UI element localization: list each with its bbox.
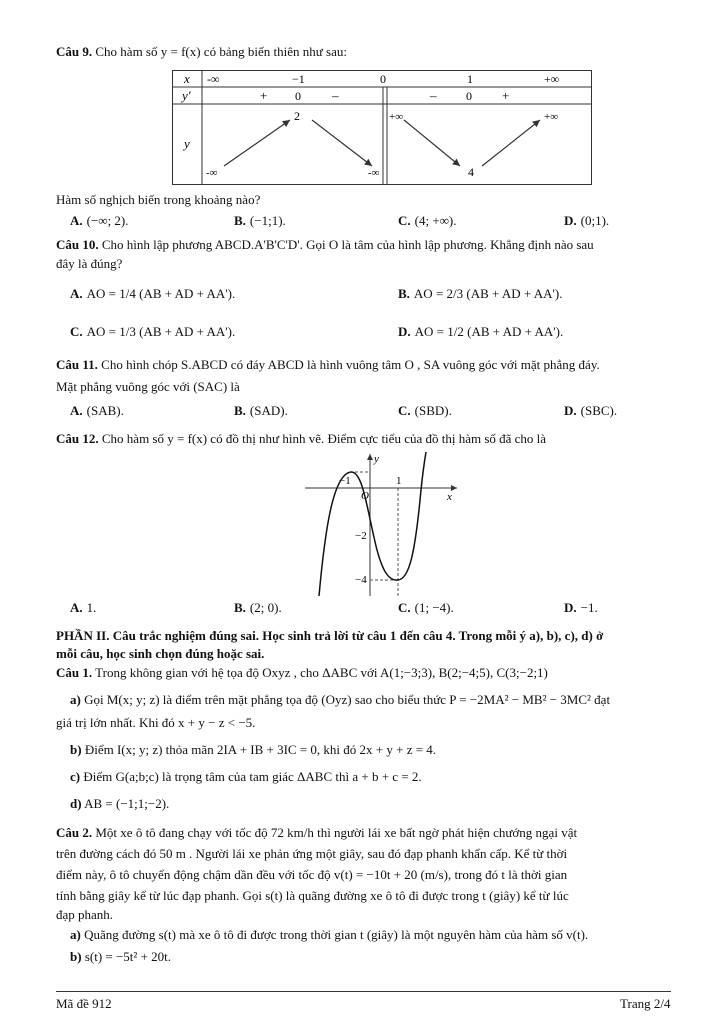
vt-arrow-4 — [482, 120, 540, 166]
p2q1-number: Câu 1. — [56, 665, 93, 680]
q11-stem — [56, 357, 600, 373]
p2q2-line-4: tính bằng giây kể từ lúc đạp phanh. Gọi s(t) là quãng đường xe ô tô đi được trong t (giây) kể từ lúc — [56, 888, 569, 903]
p2q1-item-a[interactable]: a) Gọi M(x; y; z) là điểm trên mặt phẳng tọa độ (Oyz) sao cho biểu thức P = −2MA² − MB² − 3MC² đạt — [70, 692, 611, 707]
p2q2-item-a[interactable]: a) Quãng đường s(t) mà xe ô tô đi được trong thời gian t (giây) là một nguyên hàm của hàm số v(t). — [70, 927, 589, 942]
graph-curve — [319, 452, 426, 596]
q11-option-d[interactable]: D. (SBC). — [564, 403, 618, 418]
q10-text-1: Cho hình lập phương ABCD.A'B'C'D'. Gọi O là tâm của hình lập phương. Khẳng định nào sau — [101, 237, 594, 252]
p2q1-a-text-1: Gọi M(x; y; z) là điểm trên mặt phẳng tọa độ (Oyz) sao cho biểu thức P = −2MA² − MB² − 3MC² đạt — [84, 692, 611, 707]
q12-option-b[interactable]: B. (2; 0). — [234, 600, 282, 615]
vt-y-3: +∞ — [389, 111, 404, 123]
graph-tick-m2: −2 — [355, 530, 367, 542]
q10-text-2: đây là đúng? — [56, 256, 123, 271]
part2-heading-1: PHẦN II. Câu trắc nghiệm đúng sai. Học sinh trả lời từ câu 1 đến câu 4. Trong mỗi ý a), b), c), d) ở — [56, 628, 604, 643]
q11-number: Câu 11. — [56, 357, 98, 372]
vt-sign-2: – — [332, 88, 339, 103]
footer-exam-code: Mã đề 912 — [56, 996, 112, 1011]
q9-option-d[interactable]: D. (0;1). — [564, 213, 610, 228]
q9-option-b[interactable]: B. (−1;1). — [234, 213, 286, 228]
q10-option-b[interactable]: B. AO = 2/3 (AB + AD + AA'). — [398, 286, 563, 301]
vt-y-0: -∞ — [206, 167, 218, 179]
q9-stem — [56, 44, 347, 60]
vt-yp-label: y' — [182, 88, 191, 103]
q12-option-a[interactable]: A. 1. — [70, 600, 97, 615]
vt-y-4: 4 — [468, 165, 474, 179]
q11-text-2: Mặt phẳng vuông góc với (SAC) là — [56, 379, 240, 394]
vt-x-0: -∞ — [207, 72, 220, 86]
vt-sign-0: + — [260, 88, 268, 103]
vt-sign-3: – — [430, 88, 437, 103]
q9-question: Hàm số nghịch biến trong khoảng nào? — [56, 192, 261, 207]
q9-option-a[interactable]: A. (−∞; 2). — [70, 213, 129, 228]
graph-tick-1: 1 — [396, 475, 402, 487]
graph-tick-m1: −1 — [339, 475, 351, 487]
p2q1-item-c[interactable]: c) Điểm G(a;b;c) là trọng tâm của tam giác ΔABC thì a + b + c = 2. — [70, 769, 422, 784]
footer-rule — [56, 991, 671, 992]
q11-option-a[interactable]: A. (SAB). — [70, 403, 124, 418]
q10-option-c[interactable]: C. AO = 1/3 (AB + AD + AA'). — [70, 324, 236, 339]
p2q2-line-2: trên đường cách đó 50 m . Người lái xe phản ứng một giây, sau đó đạp phanh khẩn cấp. Kể từ thời — [56, 846, 568, 861]
q10-number: Câu 10. — [56, 237, 99, 252]
p2q2-stem — [56, 825, 577, 841]
q10-option-a[interactable]: A. AO = 1/4 (AB + AD + AA'). — [70, 286, 236, 301]
q12-text: Cho hàm số y = f(x) có đồ thị như hình vẽ. Điểm cực tiểu của đồ thị hàm số đã cho là — [101, 431, 547, 446]
variation-table — [172, 70, 592, 185]
p2q1-a-text-2: giá trị lớn nhất. Khi đó x + y − z < −5. — [56, 715, 256, 730]
q12-graph — [295, 450, 465, 598]
q9-number: Câu 9. — [56, 44, 93, 59]
vt-sign-5: + — [502, 88, 510, 103]
footer-page-number: Trang 2/4 — [620, 996, 671, 1011]
graph-origin-label: O — [361, 490, 369, 502]
vt-sign-1: 0 — [295, 89, 301, 103]
vt-x-label: x — [184, 71, 190, 86]
vt-y-2: -∞ — [368, 167, 380, 179]
p2q1-b-text: Điểm I(x; y; z) thỏa mãn 2IA + IB + 3IC = 0, khi đó 2x + y + z = 4. — [84, 742, 437, 757]
graph-y-label: y — [374, 453, 379, 465]
p2q2-line-1: Một xe ô tô đang chạy với tốc độ 72 km/h thì người lái xe bất ngờ phát hiện chướng ngại vật — [95, 825, 578, 840]
p2q2-line-5: đạp phanh. — [56, 907, 114, 922]
p2q1-item-b[interactable]: b) Điểm I(x; y; z) thỏa mãn 2IA + IB + 3IC = 0, khi đó 2x + y + z = 4. — [70, 742, 437, 757]
q11-option-c[interactable]: C. (SBD). — [398, 403, 452, 418]
q9-option-c[interactable]: C. (4; +∞). — [398, 213, 457, 228]
q11-text-1: Cho hình chóp S.ABCD có đáy ABCD là hình vuông tâm O , SA vuông góc với mặt phẳng đáy. — [101, 357, 600, 372]
p2q1-d-text: AB = (−1;1;−2). — [84, 796, 170, 811]
p2q1-stem — [56, 665, 548, 681]
p2q1-item-d[interactable]: d) AB = (−1;1;−2). — [70, 796, 170, 811]
q12-option-d[interactable]: D. −1. — [564, 600, 598, 615]
p2q2-number: Câu 2. — [56, 825, 93, 840]
vt-arrow-3 — [404, 120, 460, 166]
p2q2-line-3: điểm này, ô tô chuyển động chậm dần đều với tốc độ v(t) = −10t + 20 (m/s), trong đó t là thời gian — [56, 867, 568, 882]
vt-x-3: 1 — [467, 72, 473, 86]
q12-number: Câu 12. — [56, 431, 99, 446]
p2q1-c-text: Điểm G(a;b;c) là trọng tâm của tam giác ΔABC thì a + b + c = 2. — [83, 769, 422, 784]
p2q2-b-text: s(t) = −5t² + 20t. — [84, 949, 172, 964]
q12-option-c[interactable]: C. (1; −4). — [398, 600, 454, 615]
vt-x-2: 0 — [380, 72, 386, 86]
vt-y-5: +∞ — [544, 111, 559, 123]
graph-tick-m4: −4 — [355, 574, 367, 586]
vt-y-1: 2 — [294, 109, 300, 123]
graph-x-label: x — [447, 491, 452, 503]
vt-x-1: −1 — [292, 72, 305, 86]
q10-stem — [56, 237, 594, 253]
vt-sign-4: 0 — [466, 89, 472, 103]
p2q2-item-b[interactable]: b) s(t) = −5t² + 20t. — [70, 949, 172, 964]
q9-text: Cho hàm số y = f(x) có bảng biến thiên như sau: — [95, 44, 347, 59]
q12-stem — [56, 431, 546, 447]
p2q1-text: Trong không gian với hệ tọa độ Oxyz , cho ΔABC với A(1;−3;3), B(2;−4;5), C(3;−2;1) — [95, 665, 548, 680]
vt-y-label: y — [184, 136, 190, 151]
p2q2-a-text: Quãng đường s(t) mà xe ô tô đi được trong thời gian t (giây) là một nguyên hàm của hàm số v(t). — [84, 927, 589, 942]
q10-option-d[interactable]: D. AO = 1/2 (AB + AD + AA'). — [398, 324, 564, 339]
vt-arrow-2 — [312, 120, 372, 166]
part2-heading-2: mỗi câu, học sinh chọn đúng hoặc sai. — [56, 646, 265, 661]
vt-x-4: +∞ — [544, 72, 560, 86]
vt-arrow-1 — [224, 120, 290, 166]
q11-option-b[interactable]: B. (SAD). — [234, 403, 288, 418]
